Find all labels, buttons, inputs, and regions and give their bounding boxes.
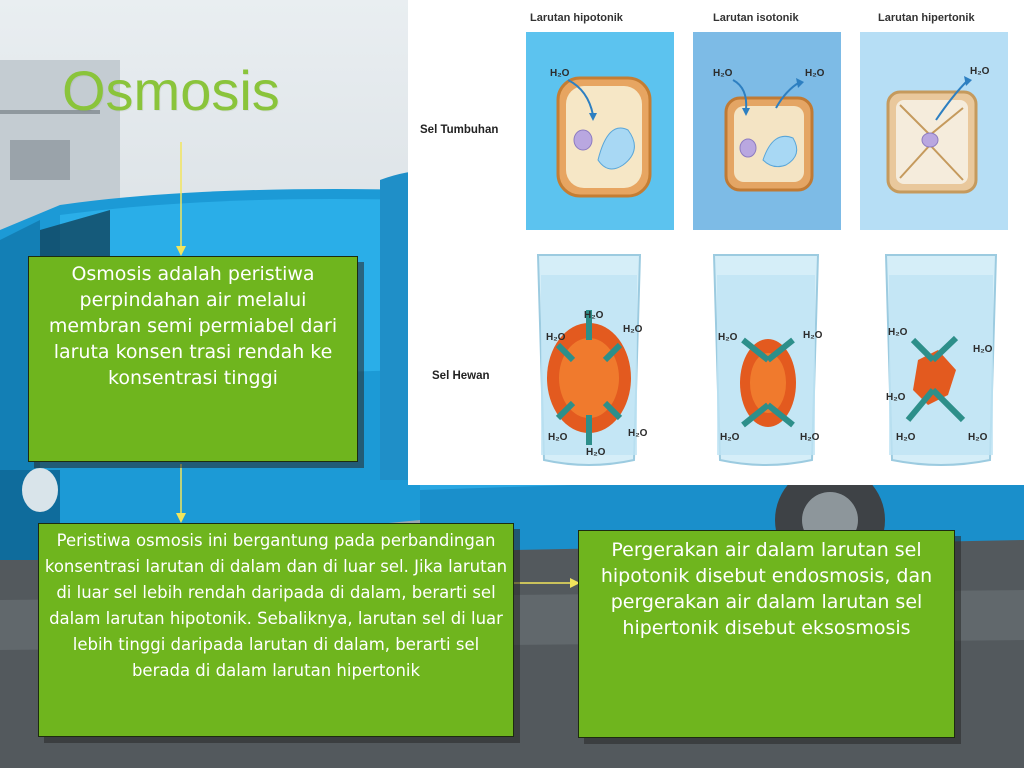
- slide-title: Osmosis: [62, 59, 280, 122]
- svg-text:H₂O: H₂O: [713, 68, 733, 79]
- column-label-hypotonic: Larutan hipotonik: [530, 12, 623, 24]
- svg-text:H₂O: H₂O: [546, 332, 566, 343]
- svg-text:H₂O: H₂O: [623, 324, 643, 335]
- svg-text:H₂O: H₂O: [888, 327, 908, 338]
- svg-text:H₂O: H₂O: [896, 432, 916, 443]
- row-label-animal: Sel Hewan: [432, 370, 490, 382]
- definition-text: Osmosis adalah peristiwa perpindahan air melalui membran semi permiabel dari laruta konsen trasi rendah ke konsentrasi tinggi: [48, 263, 338, 389]
- definition-box: [28, 256, 358, 462]
- svg-text:H₂O: H₂O: [805, 68, 825, 79]
- terms-text: Pergerakan air dalam larutan sel hipotonik disebut endosmosis, dan pergerakan air dalam larutan sel hipertonik disebut eksosmosis: [600, 539, 933, 639]
- column-label-hypertonic: Larutan hipertonik: [878, 12, 975, 24]
- svg-text:H₂O: H₂O: [973, 344, 993, 355]
- svg-text:H₂O: H₂O: [720, 432, 740, 443]
- explanation-box: [38, 523, 514, 737]
- osmosis-diagram: [408, 0, 1024, 485]
- svg-text:H₂O: H₂O: [548, 432, 568, 443]
- svg-text:H₂O: H₂O: [800, 432, 820, 443]
- svg-text:H₂O: H₂O: [886, 392, 906, 403]
- svg-text:H₂O: H₂O: [628, 428, 648, 439]
- row-label-plant: Sel Tumbuhan: [420, 124, 499, 136]
- svg-text:H₂O: H₂O: [803, 330, 823, 341]
- column-label-isotonic: Larutan isotonik: [713, 12, 799, 24]
- svg-text:H₂O: H₂O: [718, 332, 738, 343]
- svg-text:H₂O: H₂O: [584, 310, 604, 321]
- explanation-text: Peristiwa osmosis ini bergantung pada perbandingan konsentrasi larutan di dalam dan di luar sel. Jika larutan di luar sel lebih rendah daripada di dalam, berarti sel dalam larutan hipotonik. Sebaliknya, larutan sel di luar lebih tinggi daripada larutan di dalam, berarti sel berada di dalam larutan hipertonik: [44, 531, 508, 680]
- svg-text:H₂O: H₂O: [586, 447, 606, 458]
- svg-text:H₂O: H₂O: [550, 68, 570, 79]
- svg-text:H₂O: H₂O: [968, 432, 988, 443]
- osmosis-figure: [408, 0, 1024, 485]
- svg-text:H₂O: H₂O: [970, 66, 990, 77]
- terms-box: [578, 530, 955, 738]
